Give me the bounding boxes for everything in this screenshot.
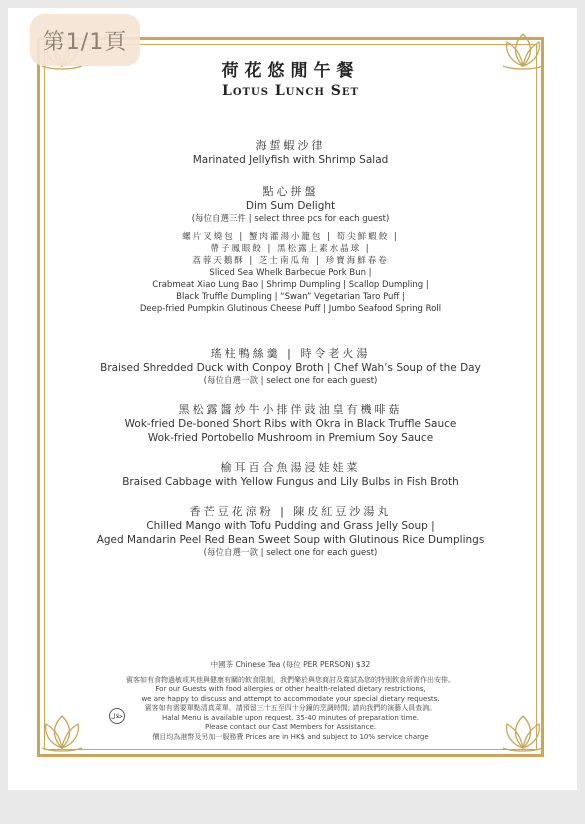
course-4-zh: 黑松露醬炒牛小排伴豉油皇有機啡菇 <box>178 403 403 416</box>
dim-sum-zh-line: 螺片叉燒包 | 蟹肉灌湯小籠包 | 筍尖鮮蝦餃 | <box>182 232 399 242</box>
course-3-zh: 瑤柱鴨絲羹 | 時令老火湯 <box>210 347 371 360</box>
chinese-tea-price: 中國茶 Chinese Tea (每位 PER PERSON) $32 <box>210 660 371 669</box>
course-2-en: Dim Sum Delight <box>245 200 336 212</box>
footer-line: we are happy to discuss and attempt to accommodate your special dietary requests. <box>141 694 440 703</box>
footer-line: Halal Menu is available upon request. 35-40 minutes of preparation time. <box>161 713 420 722</box>
menu-title-en: Lotus Lunch Set <box>222 83 359 99</box>
footer-line: 賓客如有食物過敏或其他與健康有關的飲食限制，我們樂於與您商討及嘗試為您的特別飲食所需作出安排。 <box>126 675 455 684</box>
course-1-en: Marinated Jellyfish with Shrimp Salad <box>192 154 389 166</box>
page-indicator-badge: 第1/1頁 <box>30 14 140 66</box>
footer-line: Please contact our Cast Members for Assistance. <box>204 723 377 731</box>
course-4-en-1: Wok-fried De-boned Short Ribs with Okra in Black Truffle Sauce <box>124 418 457 430</box>
course-4-en-2: Wok-fried Portobello Mushroom in Premium Soy Sauce <box>147 432 434 444</box>
dim-sum-en-line: Crabmeat Xiao Lung Bao | Shrimp Dumpling | Scallop Dumpling | <box>152 280 429 290</box>
course-5-zh: 榆耳百合魚湯浸娃娃菜 <box>220 461 361 474</box>
footer-line: 價目均為港幣及另加一服務費 Prices are in HK$ and subject to 10% service charge <box>152 732 429 741</box>
course-2-zh: 點心拼盤 <box>262 185 319 198</box>
menu-footer <box>44 660 537 742</box>
dim-sum-en-line: Deep-fried Pumpkin Glutinous Cheese Puff | Jumbo Seafood Spring Roll <box>139 304 442 314</box>
dim-sum-zh-line: 荔蓉天鵝酥 | 芝士南瓜角 | 珍寶海鮮春卷 <box>192 256 389 266</box>
course-6-zh: 香芒豆花涼粉 | 陳皮紅豆沙湯丸 <box>189 505 392 518</box>
course-6-en-1: Chilled Mango with Tofu Pudding and Grass Jelly Soup | <box>146 520 435 532</box>
dim-sum-en-line: Black Truffle Dumpling | “Swan” Vegetarian Taro Puff | <box>176 292 405 302</box>
dim-sum-en-line: Sliced Sea Whelk Barbecue Pork Bun | <box>209 268 372 278</box>
course-1-zh: 海蜇蝦沙律 <box>255 139 326 152</box>
course-6-note: (每位自選一款 | select one for each guest) <box>203 548 378 558</box>
course-6-en-2: Aged Mandarin Peel Red Bean Sweet Soup with Glutinous Rice Dumplings <box>96 534 485 546</box>
course-5-en: Braised Cabbage with Yellow Fungus and Lily Bulbs in Fish Broth <box>122 476 459 488</box>
menu-content <box>44 56 537 559</box>
course-2-note: (每位自選三件 | select three pcs for each guest) <box>191 214 390 224</box>
course-3-en: Braised Shredded Duck with Conpoy Broth | Chef Wah’s Soup of the Day <box>100 362 481 374</box>
halal-icon: حلال <box>109 708 125 724</box>
dim-sum-zh-line: 帶子鳳眼餃 | 黑松露上素水晶球 | <box>210 244 371 254</box>
footer-line: 賓客如有需要單點清真菜單，請預留三十五至四十分鐘的烹調時間; 請向我們的演藝人員查詢。 <box>144 704 437 712</box>
footer-line: For our Guests with food allergies or other health-related dietary restrictions, <box>155 685 426 693</box>
menu-title-zh: 荷花悠閒午餐 <box>221 61 360 81</box>
course-3-note: (每位自選一款 | select one for each guest) <box>203 376 378 386</box>
